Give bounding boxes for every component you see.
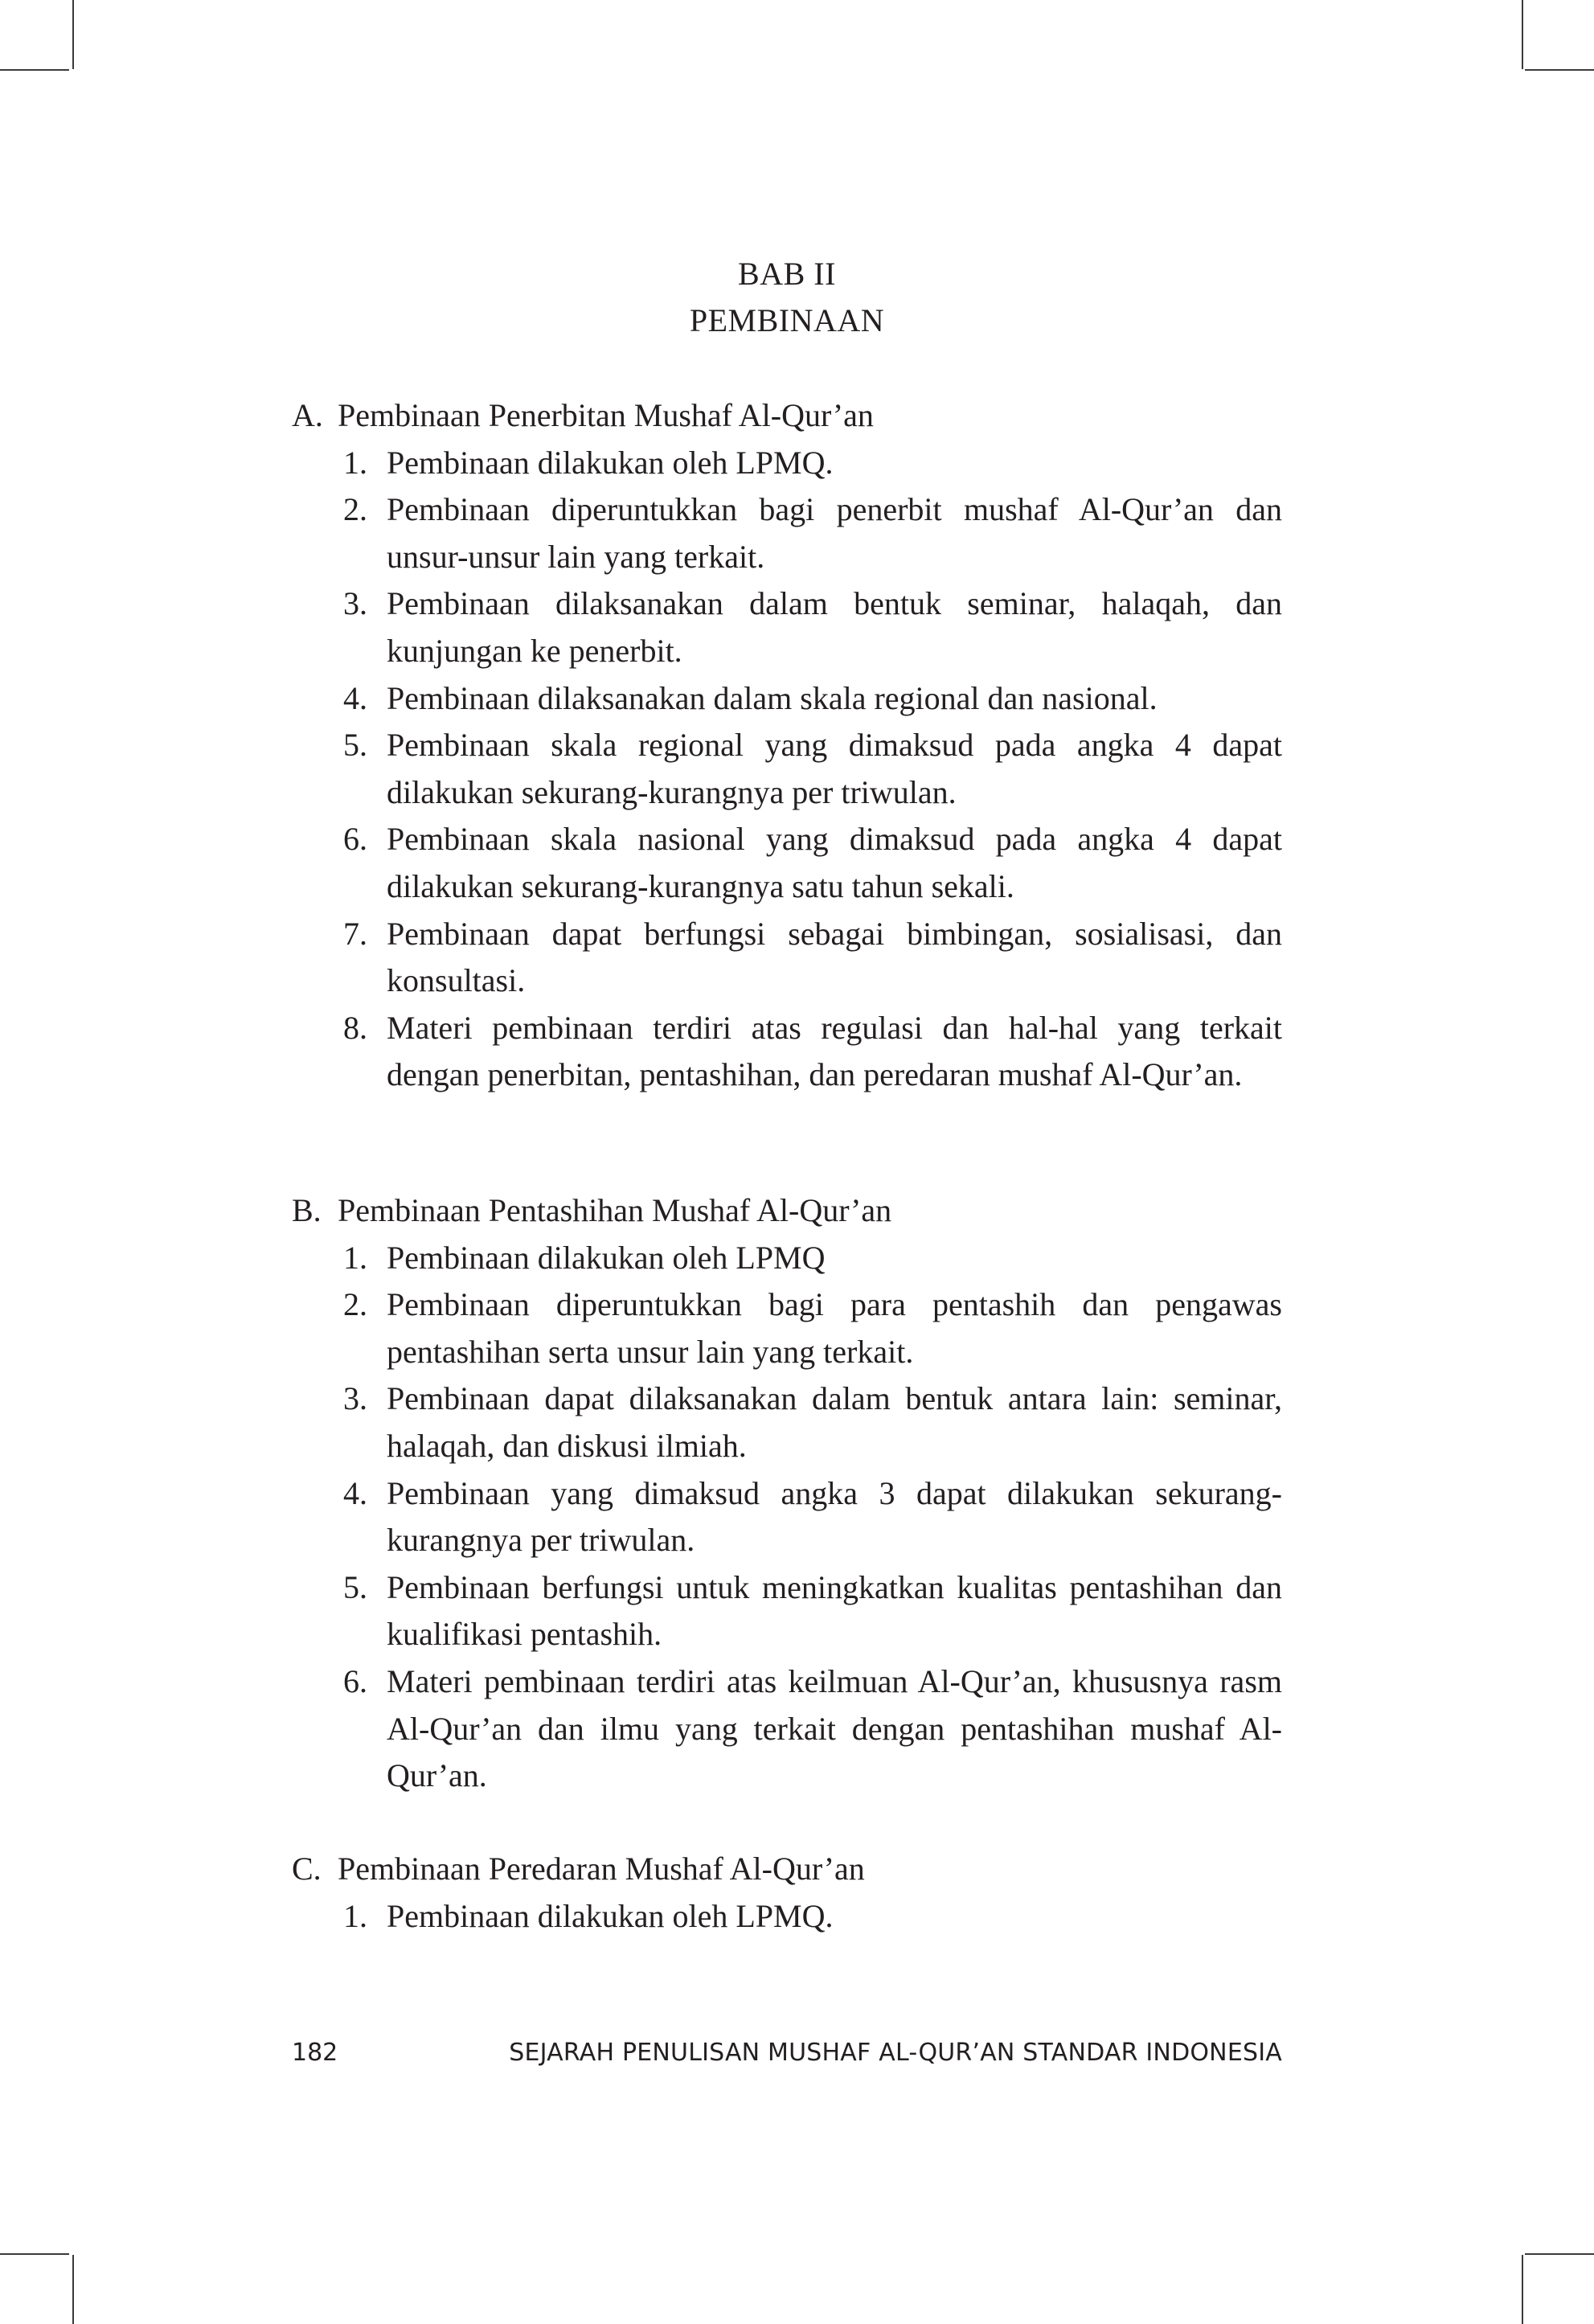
item-text: Pembinaan skala nasional yang dimaksud pada angka 4 dapat dilakukan sekurang-kurangnya satu tahun sekali.	[387, 821, 1282, 904]
list-item	[292, 1375, 1282, 1469]
section-title: Pembinaan Peredaran Mushaf Al-Qur’an	[338, 1851, 865, 1887]
section-letter: C.	[292, 1851, 322, 1887]
item-text: Pembinaan dapat berfungsi sebagai bimbingan, sosialisasi, dan konsultasi.	[387, 915, 1282, 999]
item-text: Pembinaan dilakukan oleh LPMQ.	[387, 1897, 834, 1934]
list-item	[292, 1470, 1282, 1564]
item-number: 1.	[343, 1897, 367, 1934]
list-item	[292, 1658, 1282, 1800]
list-item	[292, 1893, 1282, 1941]
item-number: 8.	[343, 1009, 367, 1046]
crop-mark	[72, 0, 74, 69]
item-number: 6.	[343, 821, 367, 858]
item-text: Pembinaan dapat dilaksanakan dalam bentuk antara lain: seminar, halaqah, dan diskusi ilmiah.	[387, 1380, 1282, 1464]
item-number: 2.	[343, 1286, 367, 1323]
item-number: 3.	[343, 585, 367, 622]
section-heading	[292, 1187, 1282, 1235]
item-text: Pembinaan berfungsi untuk meningkatkan kualitas pentashihan dan kualifikasi pentashih.	[387, 1568, 1282, 1653]
item-text: Pembinaan diperuntukkan bagi penerbit mushaf Al-Qur’an dan unsur-unsur lain yang terkait.	[387, 491, 1282, 575]
list-item	[292, 1235, 1282, 1282]
item-text: Materi pembinaan terdiri atas regulasi dan hal-hal yang terkait dengan penerbitan, pentashihan, dan peredaran mushaf Al-Qur’an.	[387, 1009, 1282, 1093]
running-title: SEJARAH PENULISAN MUSHAF AL-QUR’AN STANDAR INDONESIA	[509, 2039, 1282, 2067]
page-footer	[292, 2039, 1282, 2071]
item-number: 1.	[343, 444, 367, 481]
chapter-title: PEMBINAAN	[689, 302, 885, 338]
list-item	[292, 486, 1282, 580]
section-c	[292, 1846, 1282, 1940]
item-text: Pembinaan yang dimaksud angka 3 dapat dilakukan sekurang-kurangnya per triwulan.	[387, 1474, 1282, 1559]
section-b	[292, 1187, 1282, 1800]
list-item	[292, 440, 1282, 487]
item-list	[292, 1893, 1282, 1941]
item-number: 6.	[343, 1662, 367, 1699]
item-number: 5.	[343, 727, 367, 764]
list-item	[292, 1005, 1282, 1099]
item-text: Pembinaan diperuntukkan bagi para pentashih dan pengawas pentashihan serta unsur lain yang terkait.	[387, 1286, 1282, 1370]
crop-mark	[1522, 2255, 1523, 2324]
item-text: Pembinaan dilaksanakan dalam bentuk seminar, halaqah, dan kunjungan ke penerbit.	[387, 585, 1282, 669]
page-number: 182	[292, 2039, 338, 2067]
item-number: 1.	[343, 1239, 367, 1276]
list-item	[292, 1564, 1282, 1658]
section-letter: A.	[292, 397, 323, 433]
list-item	[292, 722, 1282, 816]
crop-mark	[1522, 0, 1523, 69]
crop-mark	[72, 2255, 74, 2324]
list-item	[292, 580, 1282, 674]
item-number: 4.	[343, 1474, 367, 1511]
list-item	[292, 911, 1282, 1005]
chapter-heading	[292, 251, 1282, 344]
item-text: Pembinaan dilakukan oleh LPMQ.	[387, 444, 834, 481]
item-list	[292, 1235, 1282, 1800]
list-item	[292, 816, 1282, 910]
item-number: 2.	[343, 491, 367, 528]
item-number: 7.	[343, 915, 367, 952]
item-text: Pembinaan dilaksanakan dalam skala regional dan nasional.	[387, 679, 1158, 716]
crop-mark	[1525, 69, 1594, 71]
chapter-label: BAB II	[738, 256, 836, 292]
crop-mark	[0, 69, 69, 71]
section-letter: B.	[292, 1192, 322, 1228]
section-a	[292, 392, 1282, 1099]
item-text: Pembinaan dilakukan oleh LPMQ	[387, 1239, 826, 1276]
crop-mark	[1525, 2253, 1594, 2255]
crop-mark	[0, 2253, 69, 2255]
item-text: Materi pembinaan terdiri atas keilmuan Al-Qur’an, khususnya rasm Al-Qur’an dan ilmu yang terkait dengan pentashihan mushaf Al-Qur’an.	[387, 1662, 1282, 1794]
section-heading	[292, 1846, 1282, 1893]
item-list	[292, 440, 1282, 1099]
list-item	[292, 675, 1282, 723]
item-number: 4.	[343, 679, 367, 716]
item-text: Pembinaan skala regional yang dimaksud pada angka 4 dapat dilakukan sekurang-kurangnya per triwulan.	[387, 727, 1282, 810]
item-number: 5.	[343, 1568, 367, 1605]
section-title: Pembinaan Penerbitan Mushaf Al-Qur’an	[338, 397, 874, 433]
section-heading	[292, 392, 1282, 440]
item-number: 3.	[343, 1380, 367, 1417]
list-item	[292, 1281, 1282, 1375]
section-title: Pembinaan Pentashihan Mushaf Al-Qur’an	[338, 1192, 892, 1228]
